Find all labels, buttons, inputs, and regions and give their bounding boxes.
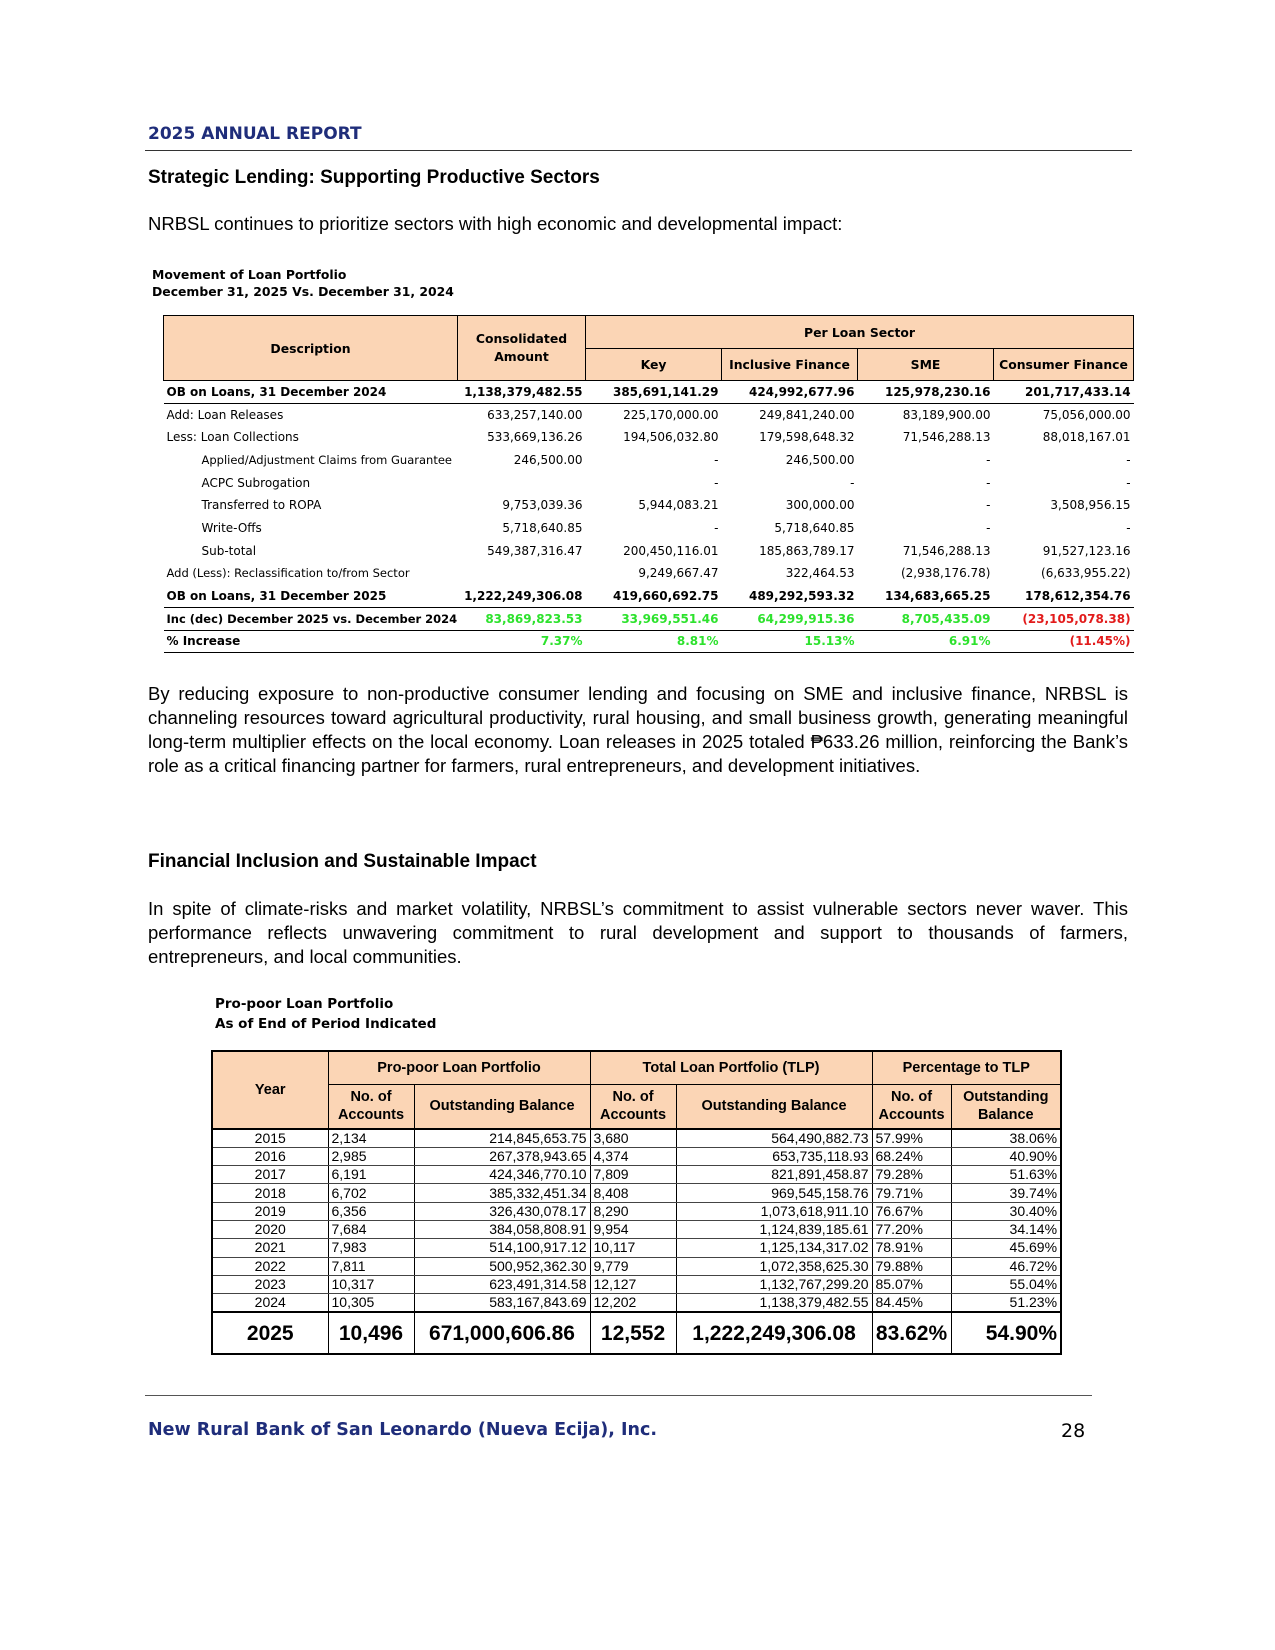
cell-value: 3,508,956.15: [1050, 498, 1131, 513]
footer-bank-name: New Rural Bank of San Leonardo (Nueva Ecija), Inc.: [148, 1420, 657, 1440]
loan-movement-table: [163, 315, 1134, 653]
cell-pct-accounts: 83.62%: [872, 1312, 951, 1354]
cell-tlp-balance: 1,132,767,299.20: [676, 1275, 872, 1293]
cell-value: 178,612,354.76: [994, 585, 1134, 608]
row-label: OB on Loans, 31 December 2025: [164, 585, 458, 608]
cell-value: 75,056,000.00: [1042, 407, 1131, 422]
cell-year: 2016: [212, 1147, 328, 1165]
loan-movement-caption: [152, 266, 454, 300]
cell-tlp-accounts: 10,117: [590, 1239, 676, 1257]
cell-year: 2020: [212, 1220, 328, 1238]
section-intro-text: NRBSL continues to prioritize sectors with high economic and developmental impact:: [148, 213, 843, 234]
cell-propoor-accounts: 10,496: [328, 1312, 414, 1354]
col-header-per-loan-sector: Per Loan Sector: [586, 316, 1134, 349]
cell-value: -: [1126, 475, 1131, 490]
table-row-current-year: [212, 1312, 1061, 1354]
cell-value: -: [850, 475, 855, 490]
cell-value: 179,598,648.32: [759, 430, 855, 445]
cell-value: -: [714, 452, 719, 467]
cell-value: 83,189,900.00: [902, 407, 991, 422]
cell-propoor-accounts: 6,356: [328, 1202, 414, 1220]
cell-tlp-accounts: 7,809: [590, 1166, 676, 1184]
col-header-description: Description: [164, 316, 458, 381]
cell-pct-balance: 54.90%: [951, 1312, 1061, 1354]
cell-value: -: [714, 475, 719, 490]
col-header-total-loan-portfolio: Total Loan Portfolio (TLP): [590, 1051, 872, 1085]
table-row: [164, 585, 1134, 608]
cell-tlp-accounts: 12,552: [590, 1312, 676, 1354]
cell-tlp-balance: 653,735,118.93: [676, 1147, 872, 1165]
cell-pct-balance: 30.40%: [951, 1202, 1061, 1220]
cell-pct-accounts: 77.20%: [872, 1220, 951, 1238]
col-header-tlp-balance: Outstanding Balance: [676, 1085, 872, 1129]
table-row: [212, 1184, 1061, 1202]
cell-value: 419,660,692.75: [586, 585, 722, 608]
cell-year: 2023: [212, 1275, 328, 1293]
cell-tlp-balance: 564,490,882.73: [676, 1129, 872, 1148]
cell-year: 2019: [212, 1202, 328, 1220]
cell-value: 549,387,316.47: [458, 539, 586, 562]
cell-propoor-balance: 267,378,943.65: [414, 1147, 590, 1165]
cell-tlp-accounts: 8,408: [590, 1184, 676, 1202]
cell-pct-balance: 51.23%: [951, 1294, 1061, 1313]
cell-tlp-accounts: 8,290: [590, 1202, 676, 1220]
table-row: [164, 449, 1134, 472]
loan-movement-caption-title: Movement of Loan Portfolio: [152, 267, 347, 282]
row-label: Inc (dec) December 2025 vs. December 2024: [164, 607, 458, 630]
cell-tlp-balance: 1,222,249,306.08: [676, 1312, 872, 1354]
cell-value: 533,669,136.26: [487, 430, 583, 445]
footer-divider: [145, 1395, 1092, 1396]
cell-value: 300,000.00: [785, 498, 855, 513]
table-row: [164, 517, 1134, 540]
row-label: Transferred to ROPA: [201, 498, 322, 513]
cell-tlp-accounts: 12,202: [590, 1294, 676, 1313]
cell-pct-accounts: 79.88%: [872, 1257, 951, 1275]
cell-propoor-balance: 514,100,917.12: [414, 1239, 590, 1257]
cell-propoor-balance: 214,845,653.75: [414, 1129, 590, 1148]
cell-value: 134,683,665.25: [858, 585, 994, 608]
cell-propoor-accounts: 10,305: [328, 1294, 414, 1313]
cell-propoor-accounts: 6,191: [328, 1166, 414, 1184]
col-header-sme: SME: [858, 349, 994, 381]
cell-value: 246,500.00: [513, 452, 583, 467]
table-row: [212, 1147, 1061, 1165]
cell-propoor-balance: 424,346,770.10: [414, 1166, 590, 1184]
cell-propoor-balance: 623,491,314.58: [414, 1275, 590, 1293]
cell-tlp-balance: 1,138,379,482.55: [676, 1294, 872, 1313]
propoor-caption-period: As of End of Period Indicated: [215, 1016, 437, 1032]
loan-movement-caption-period: December 31, 2025 Vs. December 31, 2024: [152, 284, 454, 299]
table-row: [164, 539, 1134, 562]
cell-year: 2018: [212, 1184, 328, 1202]
cell-value: -: [1126, 520, 1131, 535]
cell-value: 88,018,167.01: [1042, 430, 1131, 445]
cell-value: (11.45%): [994, 630, 1134, 653]
col-header-percentage-to-tlp: Percentage to TLP: [872, 1051, 1061, 1085]
cell-value: -: [714, 520, 719, 535]
cell-value: 633,257,140.00: [487, 407, 583, 422]
col-header-propoor-accounts: No. of Accounts: [328, 1085, 414, 1129]
cell-value: 71,546,288.13: [902, 430, 991, 445]
cell-pct-accounts: 84.45%: [872, 1294, 951, 1313]
cell-value: 1,138,379,482.55: [458, 381, 586, 404]
table-row: [212, 1166, 1061, 1184]
table-row: [164, 426, 1134, 449]
cell-pct-accounts: 79.28%: [872, 1166, 951, 1184]
cell-pct-balance: 40.90%: [951, 1147, 1061, 1165]
section-heading-financial-inclusion: Financial Inclusion and Sustainable Impact: [148, 851, 537, 872]
cell-pct-balance: 39.74%: [951, 1184, 1061, 1202]
cell-tlp-accounts: 3,680: [590, 1129, 676, 1148]
cell-propoor-accounts: 7,684: [328, 1220, 414, 1238]
cell-value: 194,506,032.80: [623, 430, 719, 445]
table-row: [212, 1275, 1061, 1293]
table-row: [164, 630, 1134, 653]
row-label: Add: Loan Releases: [166, 407, 284, 422]
cell-value: 8.81%: [586, 630, 722, 653]
col-header-tlp-accounts: No. of Accounts: [590, 1085, 676, 1129]
cell-year: 2017: [212, 1166, 328, 1184]
cell-tlp-accounts: 9,954: [590, 1220, 676, 1238]
cell-value: 424,992,677.96: [722, 381, 858, 404]
cell-propoor-balance: 384,058,808.91: [414, 1220, 590, 1238]
section-heading-strategic-lending: Strategic Lending: Supporting Productive Sectors: [148, 167, 600, 188]
cell-propoor-accounts: 7,983: [328, 1239, 414, 1257]
table-row: [212, 1220, 1061, 1238]
cell-pct-balance: 38.06%: [951, 1129, 1061, 1148]
cell-value: [458, 471, 586, 494]
cell-value: 83,869,823.53: [458, 607, 586, 630]
cell-value: [458, 562, 586, 585]
cell-value: 249,841,240.00: [759, 407, 855, 422]
cell-value: 225,170,000.00: [623, 407, 719, 422]
table-row: [164, 607, 1134, 630]
cell-year: 2024: [212, 1294, 328, 1313]
row-label: Write-Offs: [201, 520, 262, 535]
cell-value: 9,249,667.47: [586, 562, 722, 585]
cell-tlp-balance: 1,125,134,317.02: [676, 1239, 872, 1257]
col-header-pct-balance: Outstanding Balance: [951, 1085, 1061, 1129]
cell-tlp-balance: 821,891,458.87: [676, 1166, 872, 1184]
cell-propoor-accounts: 2,985: [328, 1147, 414, 1165]
table-row: [212, 1239, 1061, 1257]
cell-pct-accounts: 79.71%: [872, 1184, 951, 1202]
cell-value: 33,969,551.46: [586, 607, 722, 630]
cell-tlp-balance: 969,545,158.76: [676, 1184, 872, 1202]
table-row: [164, 381, 1134, 404]
cell-year: 2015: [212, 1129, 328, 1148]
financial-inclusion-paragraph: In spite of climate-risks and market volatility, NRBSL’s commitment to assist vulnerable sectors never waver. This performance reflects unwavering commitment to rural development and support to thousands of farmers, entrepreneurs, and local communities.: [148, 898, 1128, 967]
table-row: [164, 403, 1134, 426]
row-label: ACPC Subrogation: [201, 475, 311, 490]
cell-pct-accounts: 76.67%: [872, 1202, 951, 1220]
row-label: Add (Less): Reclassification to/from Sector: [166, 566, 410, 581]
cell-tlp-balance: 1,124,839,185.61: [676, 1220, 872, 1238]
cell-value: -: [1126, 452, 1131, 467]
cell-value: 64,299,915.36: [722, 607, 858, 630]
cell-value: 125,978,230.16: [858, 381, 994, 404]
cell-propoor-accounts: 7,811: [328, 1257, 414, 1275]
row-label: Less: Loan Collections: [166, 430, 299, 445]
cell-tlp-balance: 1,073,618,911.10: [676, 1202, 872, 1220]
row-label: Sub-total: [201, 543, 257, 558]
cell-propoor-accounts: 10,317: [328, 1275, 414, 1293]
propoor-portfolio-table: [211, 1050, 1062, 1355]
report-header-title: 2025 ANNUAL REPORT: [148, 124, 362, 144]
cell-year: 2021: [212, 1239, 328, 1257]
row-label: Applied/Adjustment Claims from Guarantee: [201, 452, 452, 467]
cell-propoor-accounts: 2,134: [328, 1129, 414, 1148]
cell-value: 185,863,789.17: [722, 539, 858, 562]
col-header-consolidated: Consolidated Amount: [458, 316, 586, 381]
cell-value: -: [986, 498, 991, 513]
cell-value: 9,753,039.36: [502, 498, 583, 513]
cell-pct-balance: 46.72%: [951, 1257, 1061, 1275]
cell-propoor-balance: 671,000,606.86: [414, 1312, 590, 1354]
cell-propoor-accounts: 6,702: [328, 1184, 414, 1202]
cell-value: (2,938,176.78): [858, 562, 994, 585]
cell-value: 1,222,249,306.08: [458, 585, 586, 608]
cell-pct-balance: 45.69%: [951, 1239, 1061, 1257]
cell-value: 7.37%: [458, 630, 586, 653]
cell-pct-balance: 34.14%: [951, 1220, 1061, 1238]
col-header-year: Year: [212, 1051, 328, 1129]
table-row: [212, 1202, 1061, 1220]
cell-value: -: [986, 520, 991, 535]
cell-pct-accounts: 78.91%: [872, 1239, 951, 1257]
cell-tlp-accounts: 4,374: [590, 1147, 676, 1165]
col-header-pct-accounts: No. of Accounts: [872, 1085, 951, 1129]
cell-value: 71,546,288.13: [858, 539, 994, 562]
cell-year: 2022: [212, 1257, 328, 1275]
cell-value: 200,450,116.01: [586, 539, 722, 562]
cell-value: 15.13%: [722, 630, 858, 653]
propoor-caption-title: Pro-poor Loan Portfolio: [215, 996, 394, 1012]
page-number: 28: [1061, 1420, 1086, 1442]
cell-value: 246,500.00: [785, 452, 855, 467]
table-row: [212, 1257, 1061, 1275]
cell-value: 5,718,640.85: [502, 520, 583, 535]
col-header-key: Key: [586, 349, 722, 381]
cell-value: 322,464.53: [722, 562, 858, 585]
table-row: [164, 562, 1134, 585]
cell-pct-balance: 51.63%: [951, 1166, 1061, 1184]
cell-tlp-accounts: 9,779: [590, 1257, 676, 1275]
cell-value: 201,717,433.14: [994, 381, 1134, 404]
row-label: % Increase: [164, 630, 458, 653]
col-header-propoor-portfolio: Pro-poor Loan Portfolio: [328, 1051, 590, 1085]
cell-pct-accounts: 68.24%: [872, 1147, 951, 1165]
cell-propoor-balance: 500,952,362.30: [414, 1257, 590, 1275]
cell-tlp-accounts: 12,127: [590, 1275, 676, 1293]
cell-pct-accounts: 57.99%: [872, 1129, 951, 1148]
cell-value: 489,292,593.32: [722, 585, 858, 608]
cell-value: 5,944,083.21: [638, 498, 719, 513]
table-row: [212, 1294, 1061, 1313]
cell-value: (23,105,078.38): [994, 607, 1134, 630]
table-row: [164, 471, 1134, 494]
cell-value: -: [986, 452, 991, 467]
cell-value: 8,705,435.09: [858, 607, 994, 630]
row-label: OB on Loans, 31 December 2024: [164, 381, 458, 404]
cell-value: 91,527,123.16: [994, 539, 1134, 562]
col-header-propoor-balance: Outstanding Balance: [414, 1085, 590, 1129]
cell-value: 385,691,141.29: [586, 381, 722, 404]
propoor-caption: [215, 994, 436, 1034]
cell-value: 5,718,640.85: [774, 520, 855, 535]
cell-value: 6.91%: [858, 630, 994, 653]
cell-tlp-balance: 1,072,358,625.30: [676, 1257, 872, 1275]
cell-propoor-balance: 326,430,078.17: [414, 1202, 590, 1220]
strategic-lending-paragraph: By reducing exposure to non-productive consumer lending and focusing on SME and inclusive finance, NRBSL is channeling resources toward agricultural productivity, rural housing, and small business growth, generating meaningful long-term multiplier effects on the local economy. Loan releases in 2025 totaled ₱633.26 million, reinforcing the Bank’s role as a critical financing partner for farmers, rural entrepreneurs, and development initiatives.: [148, 683, 1128, 776]
cell-pct-balance: 55.04%: [951, 1275, 1061, 1293]
cell-propoor-balance: 583,167,843.69: [414, 1294, 590, 1313]
cell-value: -: [986, 475, 991, 490]
table-row: [212, 1129, 1061, 1148]
cell-propoor-balance: 385,332,451.34: [414, 1184, 590, 1202]
cell-value: (6,633,955.22): [994, 562, 1134, 585]
col-header-inclusive-finance: Inclusive Finance: [722, 349, 858, 381]
cell-pct-accounts: 85.07%: [872, 1275, 951, 1293]
header-divider: [145, 150, 1132, 151]
col-header-consumer-finance: Consumer Finance: [994, 349, 1134, 381]
table-row: [164, 494, 1134, 517]
cell-year: 2025: [212, 1312, 328, 1354]
